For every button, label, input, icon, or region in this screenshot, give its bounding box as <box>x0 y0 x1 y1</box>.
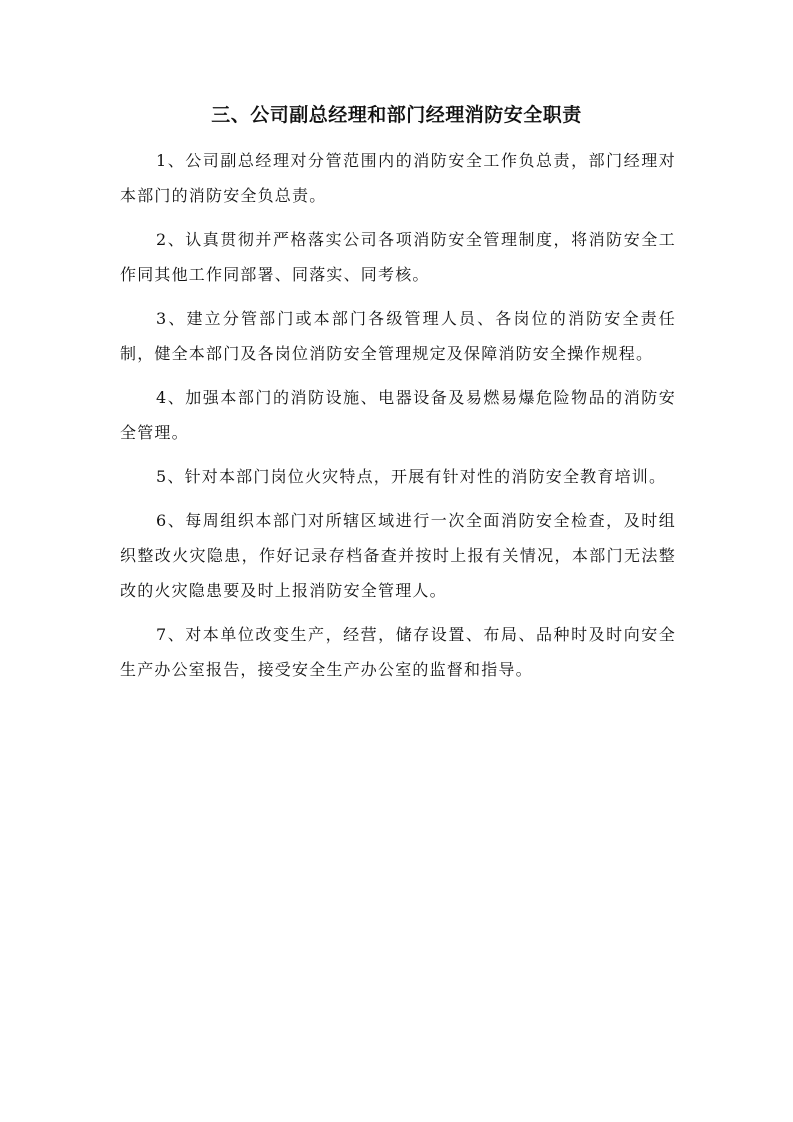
paragraph-2: 2、认真贯彻并严格落实公司各项消防安全管理制度，将消防安全工作同其他工作同部署、同落实、同考核。 <box>120 230 676 284</box>
paragraph-7: 7、对本单位改变生产，经营，储存设置、布局、品种时及时向安全生产办公室报告，接受安全生产办公室的监督和指导。 <box>120 625 676 679</box>
paragraph-3: 3、建立分管部门或本部门各级管理人员、各岗位的消防安全责任制，健全本部门及各岗位消防安全管理规定及保障消防安全操作规程。 <box>120 309 676 363</box>
document-body <box>120 143 676 696</box>
paragraph-5: 5、针对本部门岗位火灾特点，开展有针对性的消防安全教育培训。 <box>156 467 667 486</box>
paragraph-4: 4、加强本部门的消防设施、电器设备及易燃易爆危险物品的消防安全管理。 <box>120 388 676 442</box>
paragraph-6: 6、每周组织本部门对所辖区域进行一次全面消防安全检查，及时组织整改火灾隐患，作好记录存档备查并按时上报有关情况，本部门无法整改的火灾隐患要及时上报消防安全管理人。 <box>120 511 676 600</box>
document-title: 三、公司副总经理和部门经理消防安全职责 <box>211 104 582 126</box>
paragraph-1: 1、公司副总经理对分管范围内的消防安全工作负总责，部门经理对本部门的消防安全负总责。 <box>120 151 676 205</box>
